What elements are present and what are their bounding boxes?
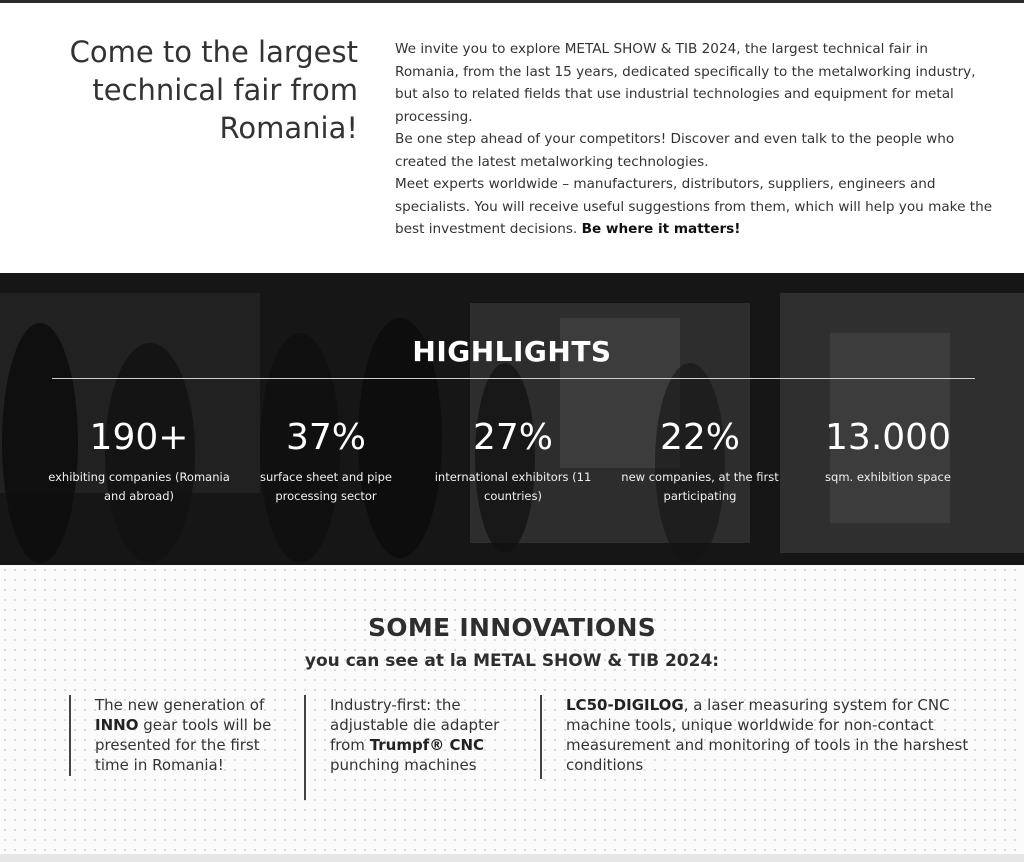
innovations-heading: SOME INNOVATIONS (367, 613, 657, 642)
stat-caption: new companies, at the first participating (621, 470, 779, 503)
stat-international-exhibitors (420, 416, 606, 506)
stat-new-companies (607, 416, 793, 506)
card-text-after: , a laser measuring system for CNC machine tools, unique worldwide for non-contact measurement and monitoring of tools in the harshest conditions (566, 696, 969, 774)
highlights-divider (52, 378, 975, 379)
stat-value: 190+ (89, 417, 189, 458)
innovation-card-text (95, 695, 291, 775)
card-text-before: Industry-first: the adjustable die adapter from (330, 696, 500, 754)
card-text-before: The new generation of (95, 696, 265, 714)
stat-exhibition-space (795, 416, 981, 487)
innovation-card-die-adapter (304, 695, 524, 800)
intro-paragraph-2: Be one step ahead of your competitors! Discover and even talk to the people who created the latest metalworking technologies. (395, 131, 955, 170)
stat-exhibiting-companies (46, 416, 232, 506)
intro-text (395, 38, 995, 241)
innovation-card-inno-gear (69, 695, 291, 776)
stat-caption: surface sheet and pipe processing sector (260, 470, 392, 503)
highlights-section (0, 273, 1024, 565)
stat-caption: sqm. exhibition space (825, 470, 951, 484)
highlights-heading: HIGHLIGHTS (412, 335, 612, 368)
innovations-subheading: you can see at la METAL SHOW & TIB 2024: (304, 651, 720, 671)
card-text-bold: Trumpf® CNC (369, 736, 485, 754)
innovation-card-text (330, 695, 524, 775)
stat-value: 27% (472, 417, 553, 458)
card-text-after: punching machines (330, 756, 477, 774)
stat-value: 37% (285, 417, 366, 458)
intro-paragraph-1: We invite you to explore METAL SHOW & TIB 2024, the largest technical fair in Romania, from the last 15 years, dedicated specifically to the metalworking industry, but also to related fields that use industrial technologies and equipment for metal processing. (395, 41, 976, 125)
card-text-bold: LC50-DIGILOG (566, 696, 684, 714)
stat-caption: exhibiting companies (Romania and abroad) (48, 470, 230, 503)
innovation-card-lc50-digilog (540, 695, 980, 779)
intro-title: Come to the largest technical fair from Romania! (69, 35, 358, 145)
card-text-after: gear tools will be presented for the first time in Romania! (95, 716, 272, 774)
card-text-bold: INNO (95, 716, 139, 734)
stat-caption: international exhibitors (11 countries) (434, 470, 592, 503)
stat-value: 22% (659, 417, 740, 458)
innovations-section (0, 565, 1024, 854)
stat-value: 13.000 (825, 417, 951, 458)
bottom-bar (0, 854, 1024, 862)
intro-call-to-action: Be where it matters! (581, 221, 741, 237)
innovation-card-text (566, 695, 980, 775)
intro-paragraph-3 (395, 173, 995, 241)
intro-paragraph-3-text: Meet experts worldwide – manufacturers, distributors, suppliers, engineers and specialists. You will receive useful suggestions from them, which will help you make the best investment decisions. (395, 176, 993, 237)
stat-sheet-pipe-sector (233, 416, 419, 506)
intro-section (0, 3, 1024, 273)
